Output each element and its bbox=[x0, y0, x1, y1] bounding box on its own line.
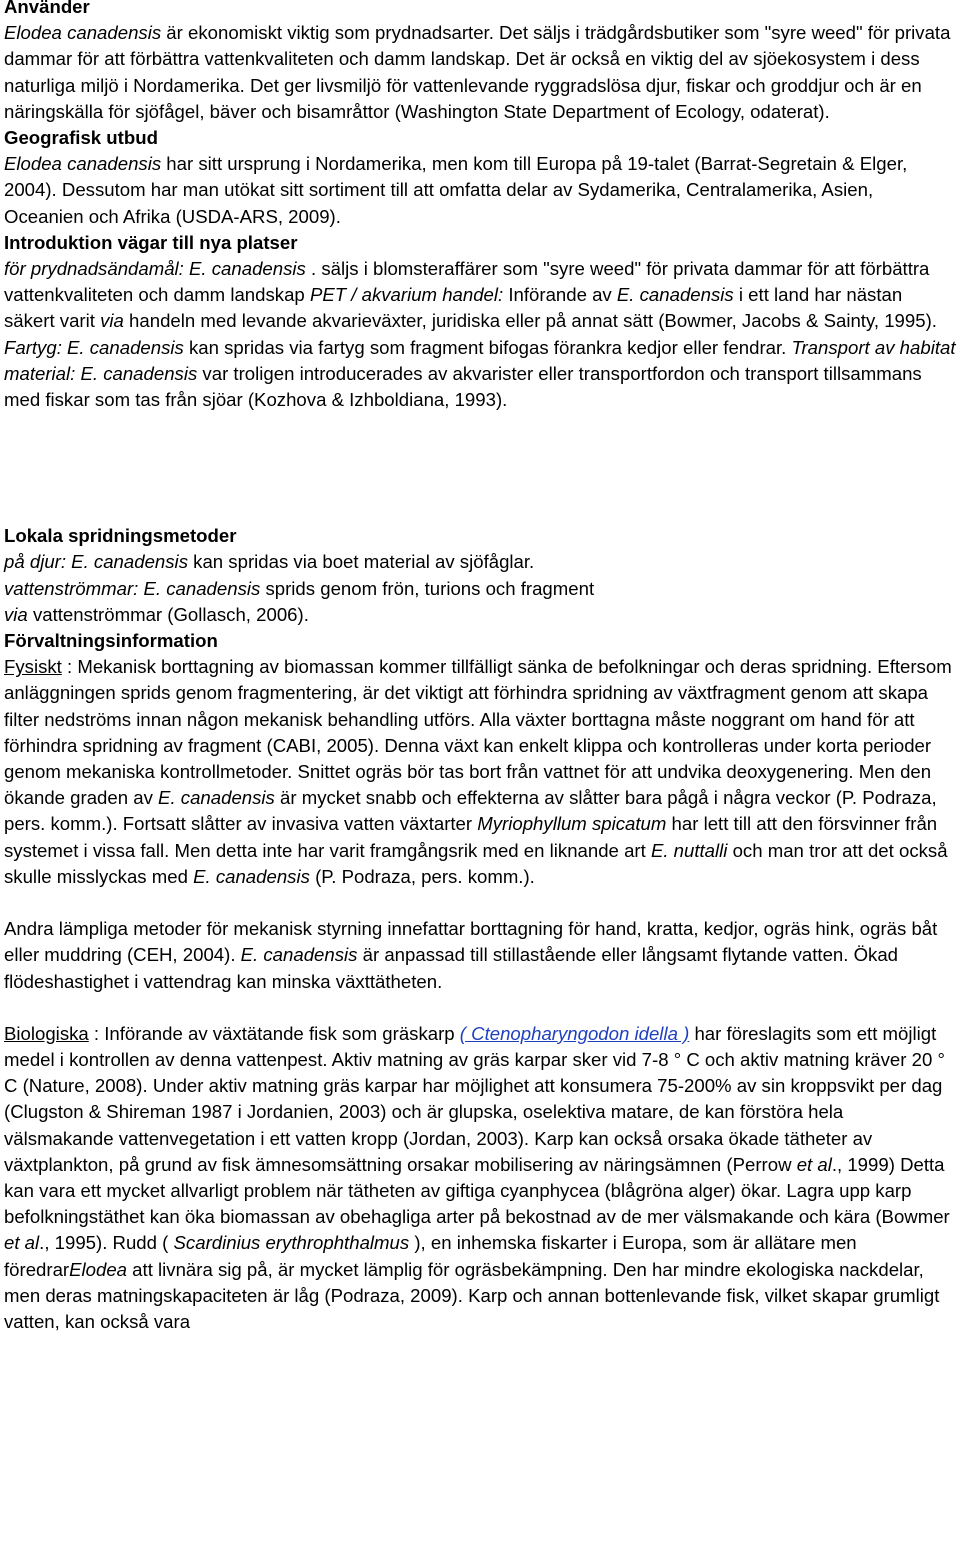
italic-text: et al bbox=[796, 1153, 832, 1175]
blank-space bbox=[4, 413, 956, 523]
italic-text: för prydnadsändamål: E. bbox=[4, 258, 212, 280]
species-name: Myriophyllum spicatum bbox=[477, 813, 667, 835]
paragraph-text: ), en inhemska fiskarter i Europa, som är allätare men föredrar bbox=[4, 1232, 857, 1280]
species-name: E. canadensis bbox=[240, 944, 358, 966]
italic-text: Transport av habitat material: E. canadensis bbox=[4, 336, 956, 384]
section-heading-forvaltningsinformation: Förvaltningsinformation bbox=[4, 630, 218, 652]
paragraph-fysiskt bbox=[4, 654, 956, 890]
paragraph-text: : Mekanisk borttagning av biomassan kommer tillfälligt sänka de befolkningar och deras spridning. Eftersom anläggningen sprids genom fragmentering, är det viktigt att förhindra spridning av växtfragment genom att skapa filter nedströms innan någon mekanisk behandling utförs. Alla växter borttagna måste noggrant om hand för att förhindra spridning av fragment (CABI, 2005). Denna växt kan enkelt klippa och kontrolleras under korta perioder genom mekaniska kontrollmetoder. Snittet ogräs bör tas bort från vattnet för att undvika deoxygenering. Men den ökande graden av bbox=[4, 656, 952, 809]
paragraph-text: i ett land har nästan säkert varit bbox=[4, 284, 903, 332]
paragraph-text: har föreslagits som ett möjligt medel i kontrollen av denna vattenpest. Aktiv matning av gräs karpar sker vid 7-8 ° C och aktiv matning kräver 20 ° C (Nature, 2008). Under aktiv matning gräs karpar har möjlighet att konsumera 75-200% av sin kroppsvikt per dag (Clugston & Shireman 1987 i Jordanien, 2003) och är glupska, oselektiva matare, de kan förstöra hela välsmakande vattenvegetation i ett vatten kropp (Jordan, 2003). Karp kan också orsaka ökade tätheter av växtplankton, på grund av fisk ämnesomsättning orsakar mobilisering av näringsämnen (Perrow bbox=[4, 1022, 945, 1175]
italic-text: vattenströmmar: E. canadensis bbox=[4, 577, 261, 599]
blank-space bbox=[4, 995, 956, 1021]
paragraph-text: (P. Podraza, pers. komm.). bbox=[309, 865, 535, 887]
paragraph-text: Andra lämpliga metoder för mekanisk styrning innefattar borttagning för hand, kratta, kedjor, ogräs hink, ogräs båt eller muddring (CEH, 2004). bbox=[4, 918, 938, 966]
paragraph-lokala bbox=[4, 549, 604, 628]
paragraph-text: och man tror att det också skulle misslyckas med bbox=[4, 839, 948, 887]
paragraph-text: är ekonomiskt viktig som prydnadsarter. Det säljs i trädgårdsbutiker som "syre weed" för privata dammar för att förbättra vattenkvaliteten och damm landskap. Det är också en viktig del av sjöekosystem i dess naturliga miljö i Nordamerika. Det ger livsmiljö för vattenlevande ryggradslösa djur, fiskar och groddjur och är en näringskälla för sjöfågel, bäver och bisamråttor (Washington State Department of Ecology, odaterat). bbox=[4, 22, 951, 122]
paragraph-text: var troligen introducerades av akvarister eller transportfordon och transport tillsammans med fiskar som tas från sjöar (Kozhova & Izhboldiana, 1993). bbox=[4, 362, 922, 411]
paragraph-text: kan spridas via fartyg som fragment bifogas förankra kedjor eller fendrar. bbox=[183, 336, 792, 358]
paragraph-text: är mycket snabb och effekterna av slåtter bara pågå i några veckor (P. Podraza, pers. komm.). Fortsatt slåtter av invasiva vatten växtarter bbox=[4, 787, 937, 835]
biologiska-label: Biologiska bbox=[4, 1022, 89, 1044]
paragraph-geografisk-utbud bbox=[4, 151, 956, 230]
italic-text: på djur: E. canadensis bbox=[4, 551, 188, 573]
ctenopharyngodon-link[interactable]: ( Ctenopharyngodon idella ) bbox=[459, 1022, 690, 1044]
section-heading-introduktion: Introduktion vägar till nya platser bbox=[4, 231, 298, 253]
species-name: Scardinius erythrophthalmus bbox=[173, 1232, 410, 1254]
species-name: Elodea canadensis bbox=[4, 22, 162, 44]
species-name: E. canadensis bbox=[158, 787, 275, 809]
paragraph-text: ., 1999) Detta kan vara ett mycket allvarligt problem när tätheten av giftiga cyanphycea (blågröna alger) ökar. Lagra upp karp befolkningstäthet kan öka biomassan av obehagliga arter på bekostnad av de mer välsmakande och kära (Bowmer bbox=[4, 1153, 950, 1228]
document-body bbox=[4, 0, 956, 1335]
paragraph-text: Införande av bbox=[508, 284, 617, 306]
italic-text: Fartyg: E. canadensis bbox=[4, 336, 184, 358]
section-heading-lokala-spridningsmetoder: Lokala spridningsmetoder bbox=[4, 525, 237, 547]
paragraph-text: har sitt ursprung i Nordamerika, men kom till Europa på 19-talet (Barrat-Segretain & Elger, 2004). Dessutom har man utökat sitt sortiment till att omfatta delar av Sydamerika, Centralamerika, Asien, Oceanien och Afrika (USDA-ARS, 2009). bbox=[4, 153, 908, 227]
paragraph-text: ., 1995). Rudd ( bbox=[39, 1232, 174, 1254]
paragraph-introduktion bbox=[4, 256, 956, 413]
fysiskt-label: Fysiskt bbox=[4, 656, 62, 678]
species-name: E. canadensis bbox=[193, 865, 310, 887]
paragraph-biologiska bbox=[4, 1021, 956, 1335]
section-heading-anvander: Använder bbox=[4, 0, 90, 17]
species-name: E. nuttalli bbox=[650, 839, 728, 861]
paragraph-andra-metoder bbox=[4, 916, 956, 995]
species-name: Elodea bbox=[69, 1258, 128, 1280]
paragraph-anvander bbox=[4, 20, 956, 125]
italic-text: et al bbox=[4, 1232, 40, 1254]
italic-text: via bbox=[4, 603, 28, 625]
paragraph-text: att livnära sig på, är mycket lämplig för ogräsbekämpning. Den har mindre ekologiska nackdelar, men deras matningskapaciteten är låg (Podraza, 2009). Karp och annan bottenlevande fisk, vilket skapar grumligt vatten, kan också vara bbox=[4, 1258, 940, 1332]
paragraph-text: sprids genom frön, turions och fragment bbox=[260, 577, 595, 599]
italic-text: canadensis bbox=[211, 258, 306, 280]
section-heading-geografisk-utbud: Geografisk utbud bbox=[4, 127, 158, 149]
italic-text: E. canadensis bbox=[616, 284, 734, 306]
italic-text: PET / akvarium handel: bbox=[309, 284, 509, 306]
paragraph-text: är anpassad till stillastående eller långsamt flytande vatten. Ökad flödeshastighet i vattendrag kan minska växttätheten. bbox=[4, 944, 899, 992]
paragraph-text: handeln med levande akvarieväxter, juridiska eller på annat sätt (Bowmer, Jacobs & Sainty, 1995). bbox=[123, 310, 937, 332]
species-name: Elodea canadensis bbox=[4, 153, 162, 175]
paragraph-text: har lett till att den försvinner från systemet i vissa fall. Men detta inte har varit framgångsrik med en liknande art bbox=[4, 813, 938, 861]
paragraph-text: . säljs i blomsteraffärer som "syre weed" för privata dammar för att förbättra vattenkvaliteten och damm landskap bbox=[4, 258, 930, 306]
paragraph-text: kan spridas via boet material av sjöfåglar. bbox=[188, 551, 535, 573]
paragraph-text: : Införande av växtätande fisk som gräskarp bbox=[88, 1022, 460, 1044]
paragraph-text: vattenströmmar (Gollasch, 2006). bbox=[27, 603, 309, 625]
italic-text: via bbox=[100, 310, 124, 332]
blank-space bbox=[4, 890, 956, 916]
